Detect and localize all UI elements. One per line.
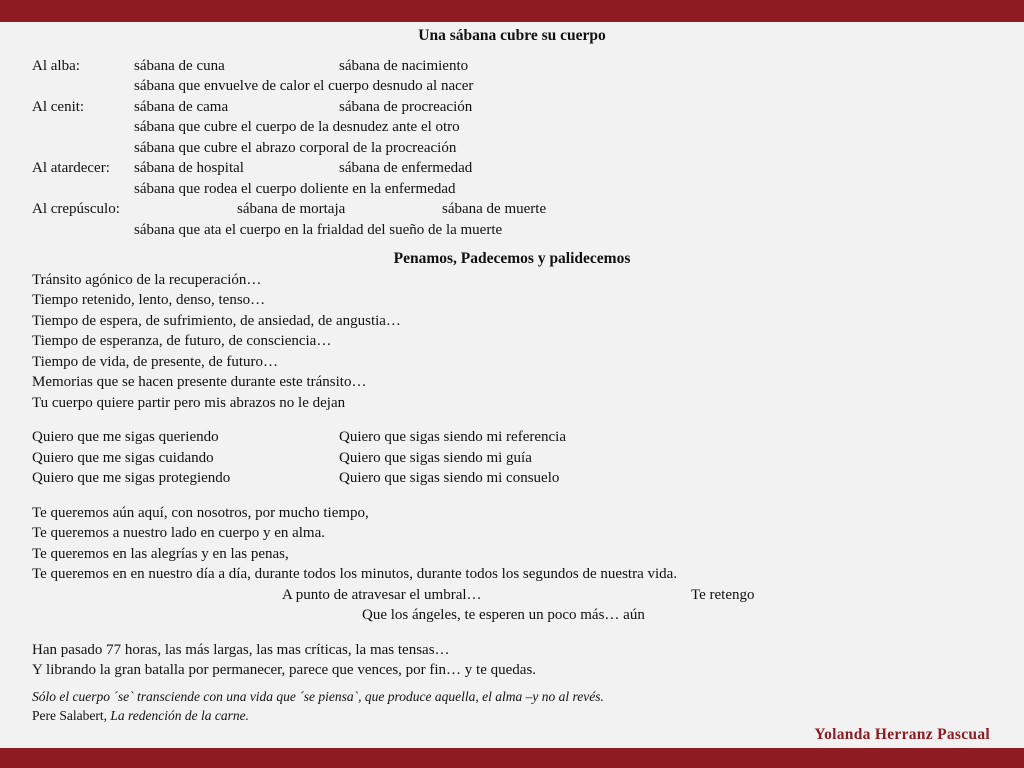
sheet-a: sábana de mortaja (237, 201, 346, 217)
verse-left: Quiero que me sigas protegiendo (32, 470, 231, 486)
poem2-stanza3 (32, 503, 992, 626)
verse-pair (32, 427, 992, 448)
verse-line: Tu cuerpo quiere partir pero mis abrazos no le dejan (32, 394, 346, 411)
poem1 (32, 56, 992, 241)
document-body (32, 26, 992, 725)
time-label: Al cenit: (32, 98, 85, 115)
poem1-text: sábana que cubre el abrazo corporal de la procreación (134, 139, 457, 156)
verse-umbral: A punto de atravesar el umbral… (282, 586, 482, 603)
citation-author: Pere Salabert, (32, 707, 107, 723)
sheet-a: sábana de cama (134, 98, 229, 115)
poem2-pairs (32, 427, 992, 489)
verse-right: Quiero que sigas siendo mi guía (339, 449, 532, 466)
verse-line: Tiempo de vida, de presente, de futuro… (32, 353, 279, 370)
verse-pair (32, 448, 992, 469)
time-label: Al alba: (32, 57, 80, 74)
poem1-text: sábana que ata el cuerpo en la frialdad del sueño de la muerte (134, 221, 503, 238)
poem1-line (32, 220, 992, 241)
epigraph-quote: Sólo el cuerpo ´se` transciende con una vida que ´se piensa`, que produce aquella, el alma –y no al revés. (32, 688, 604, 704)
poem1-line (32, 179, 992, 200)
angeles-line (32, 605, 992, 626)
citation-work: La redención de la carne. (110, 707, 249, 723)
verse-angeles: Que los ángeles, te esperen un poco más… aún (362, 607, 645, 623)
poem1-text: sábana que cubre el cuerpo de la desnudez ante el otro (134, 119, 460, 135)
verse-line: Te queremos en las alegrías y en las penas, (32, 545, 289, 562)
verse-line: Te queremos en en nuestro día a día, durante todos los minutos, durante todos los segundos de nuestra vida. (32, 566, 678, 582)
sheet-a: sábana de cuna (134, 57, 225, 74)
poem1-text: sábana que rodea el cuerpo doliente en la enfermedad (134, 180, 456, 197)
verse-line: Te queremos aún aquí, con nosotros, por mucho tiempo, (32, 504, 369, 521)
verse-line: Tiempo de esperanza, de futuro, de consciencia… (32, 333, 332, 349)
verse-line: Tiempo retenido, lento, denso, tenso… (32, 292, 266, 308)
poem2-title: Penamos, Padecemos y palidecemos (393, 250, 631, 267)
epigraph-citation (32, 706, 992, 725)
poem1-line (32, 56, 992, 77)
verse-right: Quiero que sigas siendo mi consuelo (339, 470, 560, 486)
verse-line: Te queremos a nuestro lado en cuerpo y en alma. (32, 525, 326, 541)
verse-left: Quiero que me sigas queriendo (32, 429, 219, 445)
time-label: Al atardecer: (32, 160, 110, 176)
top-band (0, 0, 1024, 22)
umbral-line (32, 585, 992, 606)
sheet-b: sábana de muerte (442, 201, 547, 217)
poem2-stanza4 (32, 640, 992, 681)
verse-line: Tiempo de espera, de sufrimiento, de ansiedad, de angustia… (32, 312, 401, 329)
author-signature: Yolanda Herranz Pascual (814, 726, 990, 743)
poem2-stanza1 (32, 270, 992, 414)
verse-retengo: Te retengo (691, 586, 755, 603)
poem1-title: Una sábana cubre su cuerpo (418, 27, 606, 44)
poem1-line (32, 97, 992, 118)
verse-line: Y librando la gran batalla por permanecer, parece que vences, por fin… y te quedas. (32, 662, 537, 678)
verse-line: Han pasado 77 horas, las más largas, las mas críticas, la mas tensas… (32, 641, 450, 658)
poem1-text: sábana que envuelve de calor el cuerpo desnudo al nacer (134, 78, 474, 94)
sheet-b: sábana de procreación (339, 98, 473, 115)
bottom-band (0, 748, 1024, 768)
verse-line: Memorias que se hacen presente durante este tránsito… (32, 374, 367, 390)
poem1-line (32, 76, 992, 97)
sheet-b: sábana de enfermedad (339, 160, 473, 176)
verse-pair (32, 468, 992, 489)
sheet-a: sábana de hospital (134, 160, 244, 176)
poem1-line (32, 117, 992, 138)
sheet-b: sábana de nacimiento (339, 57, 469, 74)
verse-left: Quiero que me sigas cuidando (32, 449, 214, 466)
poem1-line (32, 158, 992, 179)
poem1-line (32, 138, 992, 159)
time-label: Al crepúsculo: (32, 201, 120, 217)
poem1-line (32, 199, 992, 220)
verse-line: Tránsito agónico de la recuperación… (32, 271, 262, 288)
verse-right: Quiero que sigas siendo mi referencia (339, 429, 566, 445)
